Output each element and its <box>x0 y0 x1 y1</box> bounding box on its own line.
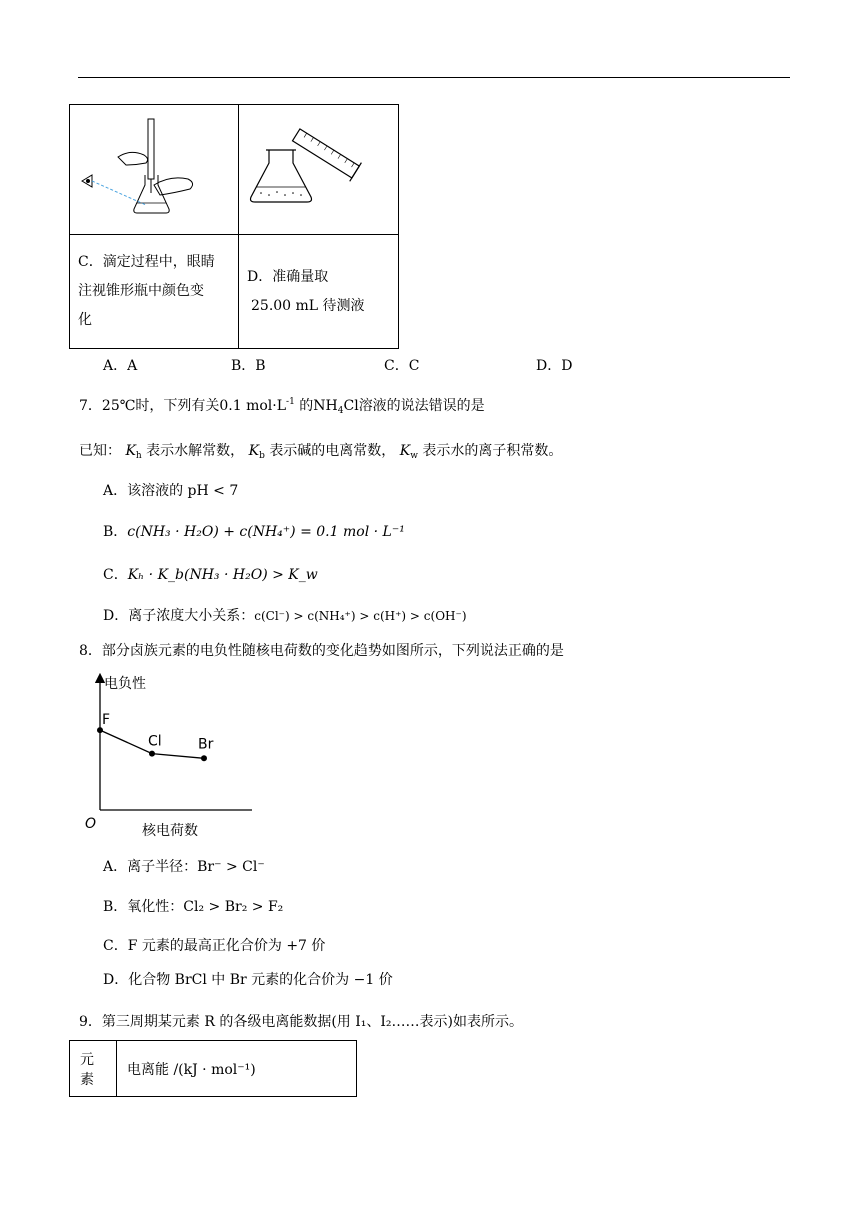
q9-stem: 9．第三周期某元素 R 的各级电离能数据(用 I₁、I₂……表示)如表所示。 <box>79 1014 524 1030</box>
cylinder-pouring-illustration <box>239 105 398 230</box>
point-label-cl: Cl <box>148 733 162 750</box>
q6-choice-d[interactable]: D．D <box>536 358 573 374</box>
q8-option-b[interactable]: B．氧化性：Cl₂ > Br₂ > F₂ <box>103 899 284 915</box>
point-label-f: F <box>102 712 111 729</box>
option-d-line-2: 25.00 mL 待测液 <box>251 297 365 314</box>
header-rule <box>78 77 790 78</box>
q7-option-b[interactable]: B．c(NH₃ · H₂O) + c(NH₄⁺) = 0.1 mol · L⁻¹ <box>103 524 405 540</box>
option-c-line-1: C．滴定过程中，眼睛 <box>78 254 215 270</box>
q7-option-d[interactable]: D．离子浓度大小关系：c(Cl⁻) > c(NH₄⁺) > c(H⁺) > c(OH⁻) <box>103 608 467 624</box>
y-axis-label: 电负性 <box>104 676 146 692</box>
q8-option-d[interactable]: D．化合物 BrCl 中 Br 元素的化合价为 −1 价 <box>103 972 393 988</box>
origin-label: O <box>85 816 97 832</box>
q7-stem: 7．25℃时，下列有关0.1 $mol\cdot L^{-1}$ 的$NH_4Cl$溶液的说法错误的是 <box>79 397 485 416</box>
q6-choice-a[interactable]: A．A <box>103 358 138 374</box>
q6-choice-b[interactable]: B．B <box>231 358 266 374</box>
q8-option-a[interactable]: A．离子半径：Br⁻ > Cl⁻ <box>103 859 265 875</box>
x-axis-label: 核电荷数 <box>142 823 198 839</box>
q7-option-c[interactable]: C．Kₕ · K_b(NH₃ · H₂O) > K_w <box>103 567 318 583</box>
titration-illustration-cell <box>70 105 239 235</box>
option-d-description <box>239 235 399 349</box>
q8-stem: 8．部分卤族元素的电负性随核电荷数的变化趋势如图所示，下列说法正确的是 <box>79 643 564 659</box>
option-d-line-1: D．准确量取 <box>247 268 329 285</box>
q6-choice-c[interactable]: C．C <box>384 358 420 374</box>
pipette-illustration-cell <box>239 105 399 235</box>
q6-option-table <box>69 104 399 349</box>
table-header-ionization-energy: 电离能 /(kJ · mol⁻¹) <box>117 1041 357 1097</box>
table-header-element: 元素 <box>70 1041 117 1097</box>
q7-option-a[interactable]: A．该溶液的 pH < 7 <box>103 483 239 499</box>
data-point-br <box>201 755 207 761</box>
option-c-line-2: 注视锥形瓶中颜色变 <box>78 283 204 299</box>
data-point-cl <box>149 751 155 757</box>
q9-ionization-table <box>69 1040 357 1097</box>
point-label-br: Br <box>198 736 214 753</box>
option-c-line-3: 化 <box>78 312 92 328</box>
option-c-description <box>70 235 239 349</box>
titration-illustration <box>70 105 238 230</box>
electronegativity-chart <box>80 670 260 845</box>
q7-given: 已知： $K_h$ 表示水解常数， $K_b$ 表示碱的电离常数， $K_w$ 表示水的离子积常数。 <box>79 443 563 461</box>
q8-option-c[interactable]: C．F 元素的最高正化合价为 +7 价 <box>103 938 326 954</box>
